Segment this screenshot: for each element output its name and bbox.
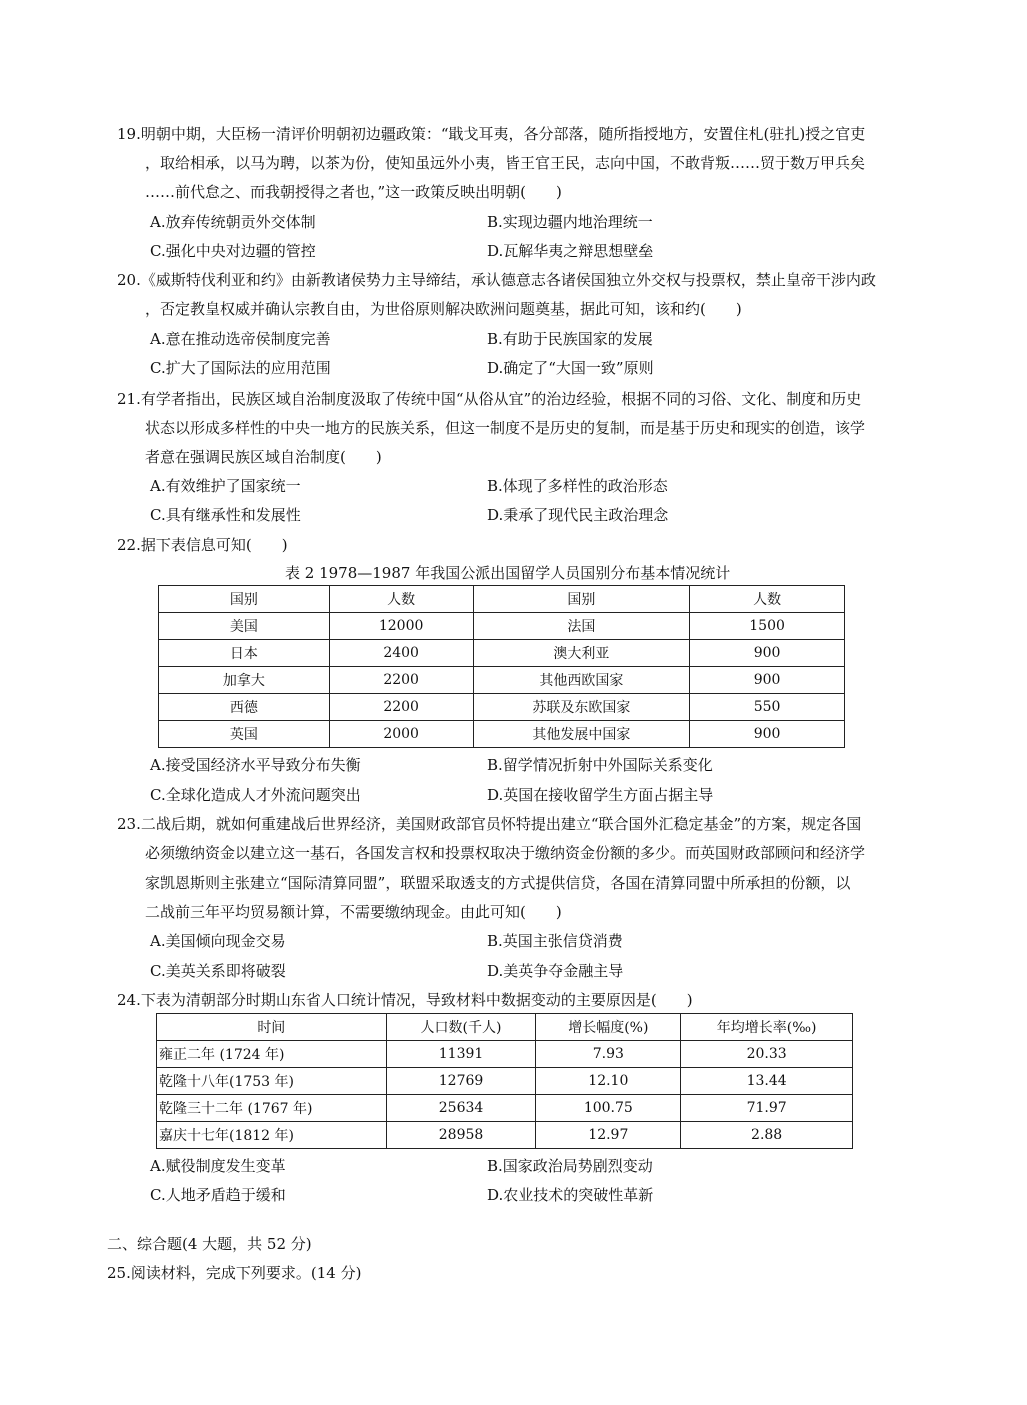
table-cell: 20.33 xyxy=(681,1041,853,1068)
table-cell: 900 xyxy=(690,640,845,667)
table-cell: 英国 xyxy=(159,721,330,748)
table-cell: 嘉庆十七年(1812 年) xyxy=(157,1122,387,1149)
table-row xyxy=(159,721,845,748)
table-header-cell: 人数 xyxy=(690,586,845,613)
q21-line-1: 21.有学者指出，民族区域自治制度汲取了传统中国“从俗从宜”的治边经验，根据不同的习俗、文化、制度和历史 xyxy=(117,390,862,408)
q22-option-a[interactable]: A.接受国经济水平导致分布失衡 xyxy=(150,756,361,774)
table-cell: 12769 xyxy=(386,1068,536,1095)
table-cell: 900 xyxy=(690,721,845,748)
table-cell: 12000 xyxy=(329,613,473,640)
section-heading: 二、综合题(4 大题，共 52 分) xyxy=(107,1235,312,1253)
q21-line-2: 状态以形成多样性的中央一地方的民族关系，但这一制度不是历史的复制，而是基于历史和现实的创造，该学 xyxy=(145,419,866,437)
table-cell: 28958 xyxy=(386,1122,536,1149)
q20-option-a[interactable]: A.意在推动选帝侯制度完善 xyxy=(150,330,331,348)
table-header-cell: 年均增长率(‰) xyxy=(681,1014,853,1041)
q22-stem: 22.据下表信息可知( ) xyxy=(117,536,288,554)
q24-option-c[interactable]: C.人地矛盾趋于缓和 xyxy=(150,1186,286,1204)
table-cell: 美国 xyxy=(159,613,330,640)
q24-stem: 24.下表为清朝部分时期山东省人口统计情况，导致材料中数据变动的主要原因是( ) xyxy=(117,991,693,1009)
table-cell: 13.44 xyxy=(681,1068,853,1095)
table2 xyxy=(158,585,845,748)
table-header-cell: 国别 xyxy=(473,586,690,613)
table-cell: 加拿大 xyxy=(159,667,330,694)
q19-option-d[interactable]: D.瓦解华夷之辩思想壁垒 xyxy=(487,242,654,260)
table3 xyxy=(156,1013,853,1149)
table-row xyxy=(157,1095,853,1122)
table-cell: 其他西欧国家 xyxy=(473,667,690,694)
q19-option-c[interactable]: C.强化中央对边疆的管控 xyxy=(150,242,316,260)
q22-option-b[interactable]: B.留学情况折射中外国际关系变化 xyxy=(487,756,713,774)
q25-stem: 25.阅读材料，完成下列要求。(14 分) xyxy=(107,1264,362,1282)
q24-option-a[interactable]: A.赋役制度发生变革 xyxy=(150,1157,286,1175)
table-cell: 12.97 xyxy=(536,1122,681,1149)
q19-option-b[interactable]: B.实现边疆内地治理统一 xyxy=(487,213,653,231)
table-cell: 100.75 xyxy=(536,1095,681,1122)
table-row xyxy=(159,667,845,694)
table-row xyxy=(159,613,845,640)
table-cell: 2400 xyxy=(329,640,473,667)
q24-option-d[interactable]: D.农业技术的突破性革新 xyxy=(487,1186,654,1204)
table-cell: 法国 xyxy=(473,613,690,640)
table-cell: 雍正二年 (1724 年) xyxy=(157,1041,387,1068)
q20-option-c[interactable]: C.扩大了国际法的应用范围 xyxy=(150,359,331,377)
q19-option-a[interactable]: A.放弃传统朝贡外交体制 xyxy=(150,213,316,231)
q21-option-b[interactable]: B.体现了多样性的政治形态 xyxy=(487,477,668,495)
table-cell: 71.97 xyxy=(681,1095,853,1122)
q21-line-3: 者意在强调民族区域自治制度( ) xyxy=(145,448,382,466)
table-cell: 2200 xyxy=(329,667,473,694)
table-header-row xyxy=(157,1014,853,1041)
table-header-row xyxy=(159,586,845,613)
table-header-cell: 国别 xyxy=(159,586,330,613)
table-cell: 7.93 xyxy=(536,1041,681,1068)
table-cell: 550 xyxy=(690,694,845,721)
table-row xyxy=(159,640,845,667)
q21-option-d[interactable]: D.秉承了现代民主政治理念 xyxy=(487,506,669,524)
q19-line-2: ，取给相承，以马为聘，以茶为份，使知虽远外小夷，皆王官王民，志向中国，不敢背叛……贸于数万甲兵矣 xyxy=(145,154,866,172)
table-cell: 乾隆三十二年 (1767 年) xyxy=(157,1095,387,1122)
table-row xyxy=(157,1041,853,1068)
table-cell: 乾隆十八年(1753 年) xyxy=(157,1068,387,1095)
q19-line-1: 19.明朝中期，大臣杨一清评价明朝初边疆政策：“戢戈耳夷，各分部落，随所指授地方，安置住札(驻扎)授之官吏 xyxy=(117,125,866,143)
table-row xyxy=(159,694,845,721)
table-cell: 900 xyxy=(690,667,845,694)
q20-option-b[interactable]: B.有助于民族国家的发展 xyxy=(487,330,653,348)
table-cell: 2200 xyxy=(329,694,473,721)
q22-option-d[interactable]: D.英国在接收留学生方面占据主导 xyxy=(487,786,714,804)
q23-option-d[interactable]: D.美英争夺金融主导 xyxy=(487,962,624,980)
q23-line-2: 必须缴纳资金以建立这一基石，各国发言权和投票权取决于缴纳资金份额的多少。而英国财政部顾问和经济学 xyxy=(145,844,866,862)
q23-option-a[interactable]: A.美国倾向现金交易 xyxy=(150,932,286,950)
q23-line-4: 二战前三年平均贸易额计算，不需要缴纳现金。由此可知( ) xyxy=(145,903,562,921)
table-cell: 25634 xyxy=(386,1095,536,1122)
table-cell: 苏联及东欧国家 xyxy=(473,694,690,721)
table-header-cell: 人口数(千人) xyxy=(386,1014,536,1041)
q24-option-b[interactable]: B.国家政治局势剧烈变动 xyxy=(487,1157,653,1175)
table-cell: 2000 xyxy=(329,721,473,748)
table-cell: 11391 xyxy=(386,1041,536,1068)
q21-option-c[interactable]: C.具有继承性和发展性 xyxy=(150,506,301,524)
table-header-cell: 时间 xyxy=(157,1014,387,1041)
q20-option-d[interactable]: D.确定了“大国一致”原则 xyxy=(487,359,654,377)
table-header-cell: 增长幅度(%) xyxy=(536,1014,681,1041)
table-cell: 1500 xyxy=(690,613,845,640)
q23-option-b[interactable]: B.英国主张信贷消费 xyxy=(487,932,623,950)
table-cell: 西德 xyxy=(159,694,330,721)
table2-caption: 表 2 1978—1987 年我国公派出国留学人员国别分布基本情况统计 xyxy=(285,564,731,582)
q19-line-3: ……前代怠之、而我朝授得之者也，”这一政策反映出明朝( ) xyxy=(145,183,562,201)
q21-option-a[interactable]: A.有效维护了国家统一 xyxy=(150,477,301,495)
table-cell: 12.10 xyxy=(536,1068,681,1095)
q22-option-c[interactable]: C.全球化造成人才外流问题突出 xyxy=(150,786,361,804)
q23-line-1: 23.二战后期，就如何重建战后世界经济，美国财政部官员怀特提出建立“联合国外汇稳定基金”的方案，规定各国 xyxy=(117,815,862,833)
table-header-cell: 人数 xyxy=(329,586,473,613)
table-row xyxy=(157,1122,853,1149)
table-cell: 2.88 xyxy=(681,1122,853,1149)
q23-option-c[interactable]: C.美英关系即将破裂 xyxy=(150,962,286,980)
table-cell: 其他发展中国家 xyxy=(473,721,690,748)
q20-line-2: ，否定教皇权威并确认宗教自由，为世俗原则解决欧洲问题奠基，据此可知，该和约( ) xyxy=(145,300,742,318)
table-row xyxy=(157,1068,853,1095)
q23-line-3: 家凯恩斯则主张建立“国际清算同盟”，联盟采取透支的方式提供信贷，各国在清算同盟中所承担的份额，以 xyxy=(145,874,851,892)
table-cell: 日本 xyxy=(159,640,330,667)
q20-line-1: 20.《威斯特伐利亚和约》由新教诸侯势力主导缔结，承认德意志各诸侯国独立外交权与投票权，禁止皇帝干涉内政 xyxy=(117,271,876,289)
table-cell: 澳大利亚 xyxy=(473,640,690,667)
